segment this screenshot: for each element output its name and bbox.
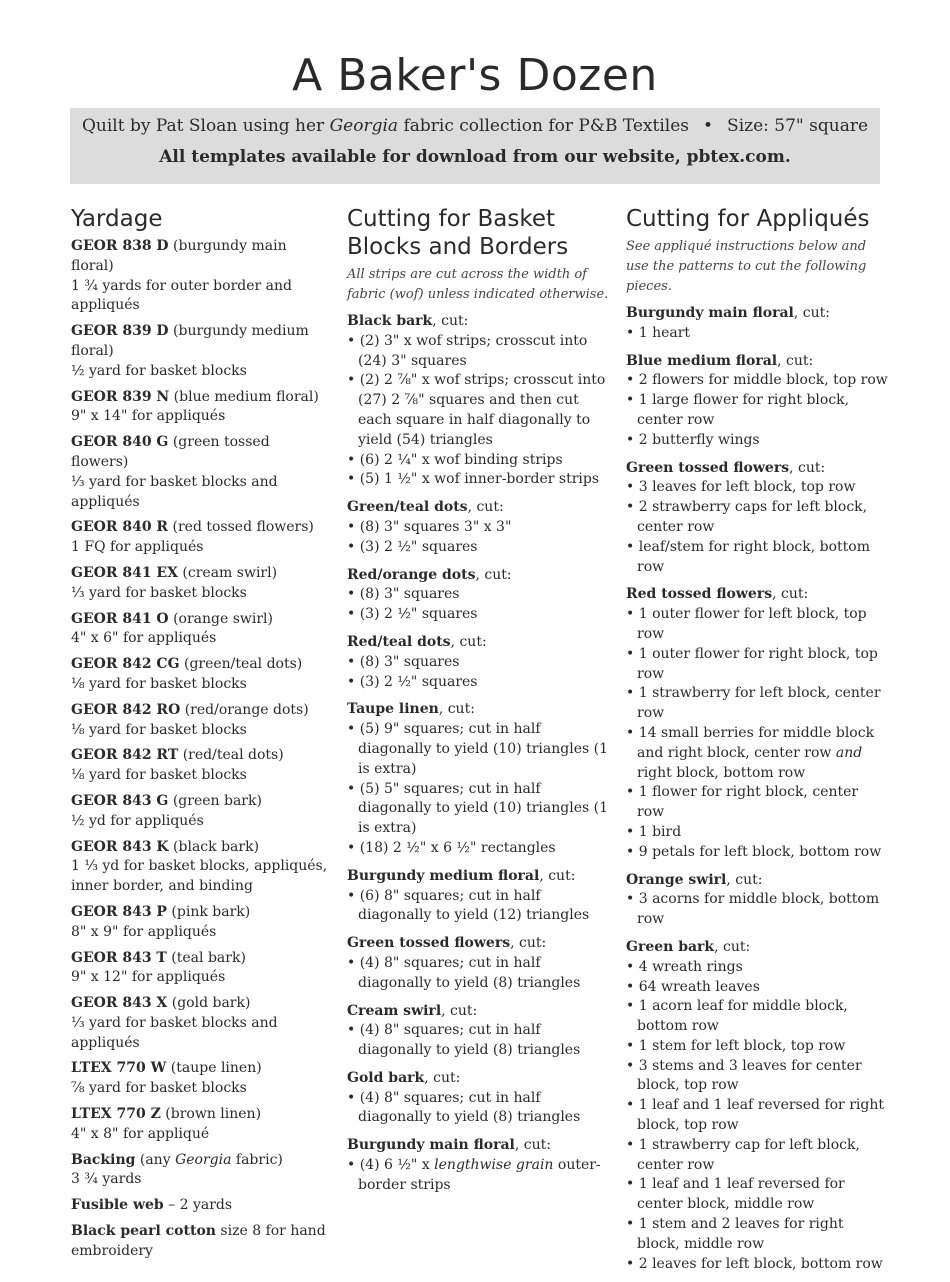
fabric-desc: (gold bark) [167, 995, 251, 1012]
cut-item: • 1 stem for left block, top row [626, 1037, 888, 1057]
fabric-name: Burgundy main floral [347, 1137, 515, 1154]
fabric-amount: ⅓ yard for basket blocks [71, 584, 247, 601]
cutting-block [626, 938, 888, 1275]
cut-item: • 1 heart [626, 324, 888, 344]
cut-item: • (5) 5" squares; cut in half diagonally to yield (10) triangles (1 is extra) [347, 780, 609, 839]
fabric-desc: (any [135, 1151, 176, 1168]
fabric-name: Orange swirl [626, 871, 727, 888]
cut-list [347, 1156, 609, 1196]
yardage-entry [71, 564, 331, 604]
cut-list [626, 324, 888, 344]
yardage-entry [71, 237, 331, 316]
cutting-block [347, 312, 609, 490]
cut-item: • 1 strawberry for left block, center row [626, 684, 888, 724]
cut-text-em: lengthwise grain [434, 1157, 554, 1174]
cut-item [626, 724, 888, 783]
fabric-desc: (green bark) [168, 792, 262, 809]
cutting-block [347, 1002, 609, 1061]
yardage-entry [71, 433, 331, 512]
fabric-code: GEOR 843 T [71, 949, 167, 966]
fabric-heading [347, 566, 609, 586]
fabric-desc: (blue medium floral) [169, 388, 319, 405]
fabric-code: GEOR 838 D [71, 238, 169, 254]
fabric-desc-em: Georgia [175, 1151, 232, 1168]
collection-name: Georgia [329, 116, 399, 136]
fabric-name: Green bark [626, 938, 715, 955]
cutting-block [347, 566, 609, 625]
cut-list [626, 958, 888, 1275]
yardage-entry [71, 792, 331, 832]
cut-item: • 2 butterfly wings [626, 431, 888, 451]
cut-list [347, 887, 609, 927]
cut-list [347, 1089, 609, 1129]
fabric-code: Backing [71, 1151, 136, 1168]
fabric-desc: size 8 for hand embroidery [71, 1223, 326, 1259]
fabric-desc: – 2 yards [163, 1197, 233, 1214]
cut-item: • 3 acorns for middle block, bottom row [626, 890, 888, 930]
cut-item: • 2 strawberry caps for left block, center row [626, 498, 888, 538]
cut-item: • 1 bird [626, 823, 888, 843]
cut-item: • 1 acorn leaf for middle block, bottom row [626, 997, 888, 1037]
cutting-block [626, 352, 888, 451]
fabric-amount: ½ yard for basket blocks [71, 362, 247, 379]
fabric-code: Fusible web [71, 1197, 164, 1214]
fabric-name: Red/orange dots [347, 566, 476, 583]
info-banner [70, 108, 880, 184]
heading-line: Cutting for Basket [347, 206, 556, 232]
applique-cutting-list-2 [626, 871, 888, 1275]
cut-item: • (4) 8" squares; cut in half diagonally to yield (8) triangles [347, 954, 609, 994]
yardage-entry [71, 322, 331, 381]
yardage-entry [71, 1105, 331, 1145]
basket-cutting-column [347, 205, 609, 1204]
cut-label: , cut: [432, 313, 469, 329]
yardage-heading: Yardage [71, 206, 163, 232]
cut-item: • (6) 2 ¼" x wof binding strips [347, 451, 609, 471]
cut-text-em: and [835, 744, 863, 761]
fabric-name: Gold bark [347, 1069, 425, 1086]
yardage-column [71, 205, 331, 1268]
fabric-heading [347, 633, 609, 653]
fabric-code: LTEX 770 Z [71, 1106, 161, 1123]
cut-list [347, 585, 609, 625]
cut-item: • (3) 2 ½" squares [347, 605, 609, 625]
fabric-desc: (green tossed flowers) [71, 434, 270, 470]
yardage-entry [71, 655, 331, 695]
fabric-heading [347, 498, 609, 518]
fabric-heading [626, 938, 888, 958]
fabric-desc: (taupe linen) [166, 1060, 262, 1077]
cut-item: • 1 outer flower for left block, top row [626, 605, 888, 645]
fabric-code: LTEX 770 W [71, 1060, 167, 1077]
cut-item: • 64 wreath leaves [626, 978, 888, 998]
fabric-code: GEOR 839 D [71, 323, 169, 340]
fabric-amount: 9" x 12" for appliqués [71, 969, 226, 986]
fabric-desc: (red tossed flowers) [168, 519, 314, 536]
basket-cutting-list [347, 312, 609, 1128]
cut-list [347, 332, 609, 490]
applique-cutting-heading: Cutting for Appliqués [626, 206, 870, 232]
cutting-block [347, 867, 609, 926]
cut-item: • (8) 3" squares [347, 653, 609, 673]
yardage-entry-fusible [71, 1196, 331, 1216]
fabric-desc: (brown linen) [160, 1106, 262, 1123]
fabric-name: Blue medium floral [626, 352, 778, 369]
fabric-desc: (cream swirl) [177, 564, 278, 581]
cut-label: , cut: [772, 586, 809, 603]
fabric-desc: (red/orange dots) [180, 701, 309, 718]
credit-text: Quilt by Pat Sloan using her [81, 116, 330, 136]
fabric-name: Red/teal dots [347, 633, 451, 650]
yardage-entry [71, 610, 331, 650]
cutting-block [347, 498, 609, 557]
cutting-block [347, 700, 609, 858]
cutting-block [347, 633, 609, 692]
fabric-name: Burgundy main floral [626, 305, 794, 321]
fabric-code: GEOR 841 EX [71, 564, 178, 581]
yardage-entry-backing [71, 1151, 331, 1191]
credit-text-end: fabric collection for P&B Textiles [398, 116, 690, 136]
fabric-name: Cream swirl [347, 1002, 442, 1019]
fabric-amount: 8" x 9" for appliqués [71, 923, 217, 940]
cut-item: • 3 leaves for left block, top row [626, 478, 888, 498]
cutting-block [626, 304, 888, 344]
fabric-desc: (teal bark) [166, 949, 246, 966]
fabric-desc: (orange swirl) [168, 610, 273, 627]
cut-label: , cut: [539, 867, 576, 884]
fabric-code: GEOR 843 P [71, 903, 167, 920]
separator-bullet: • [703, 116, 714, 136]
fabric-heading [626, 304, 888, 324]
cut-item [347, 1156, 609, 1196]
cut-item: • 1 flower for right block, center row [626, 783, 888, 823]
fabric-heading [347, 934, 609, 954]
fabric-amount: ½ yd for appliqués [71, 812, 204, 829]
yardage-entry [71, 1059, 331, 1099]
yardage-entry [71, 994, 331, 1053]
cut-text-end: right block, bottom row [637, 764, 806, 781]
cut-list [626, 605, 888, 862]
cutting-block [347, 1136, 609, 1195]
yardage-entry-pearl-cotton [71, 1222, 331, 1262]
cut-item: • (3) 2 ½" squares [347, 538, 609, 558]
fabric-code: GEOR 843 X [71, 995, 168, 1012]
cut-label: , cut: [510, 935, 547, 952]
cut-item: • (6) 8" squares; cut in half diagonally to yield (12) triangles [347, 887, 609, 927]
cut-label: , cut: [514, 1137, 551, 1154]
cut-item: • 1 large flower for right block, center row [626, 391, 888, 431]
cut-label: , cut: [777, 352, 814, 369]
yardage-entry [71, 746, 331, 786]
fabric-heading [347, 1002, 609, 1022]
fabric-amount: ⅛ yard for basket blocks [71, 721, 247, 738]
fabric-heading [347, 312, 609, 332]
applique-cutting-list [626, 304, 888, 577]
fabric-heading [626, 585, 888, 605]
fabric-heading [347, 1136, 609, 1156]
cut-item: • 3 stems and 3 leaves for center block, top row [626, 1057, 888, 1097]
fabric-name: Burgundy medium floral [347, 867, 540, 884]
fabric-code: GEOR 842 RO [71, 701, 181, 718]
cut-label: , cut: [714, 938, 751, 955]
cut-item: • leaf/stem for right block, bottom row [626, 538, 888, 578]
fabric-desc: (pink bark) [166, 903, 251, 920]
cut-text-end: outer-border strips [358, 1157, 601, 1193]
cut-item: • 4 wreath rings [626, 958, 888, 978]
cut-item: • (2) 3" x wof strips; crosscut into (24) 3" squares [347, 332, 609, 372]
cut-item: • 2 leaves for left block, bottom row [626, 1255, 888, 1275]
cut-label: , cut: [793, 305, 830, 321]
fabric-desc: (black bark) [168, 838, 260, 855]
cut-label: , cut: [789, 459, 826, 476]
fabric-amount: 3 ¾ yards [71, 1171, 142, 1188]
cut-text: 14 small berries for middle block and right block, center row [637, 724, 875, 761]
basket-cutting-intro: All strips are cut across the width of fabric (wof) unless indicated otherwise. [347, 267, 609, 302]
cutting-block [347, 934, 609, 993]
fabric-heading [626, 459, 888, 479]
cut-list [347, 720, 609, 859]
fabric-amount: ⅓ yard for basket blocks and appliqués [71, 1014, 278, 1051]
cut-list [347, 518, 609, 558]
cut-list [626, 371, 888, 450]
cutting-block [626, 871, 888, 930]
fabric-code: GEOR 842 CG [71, 656, 180, 673]
cut-label: , cut: [726, 871, 763, 888]
cut-list [626, 478, 888, 577]
fabric-desc: (burgundy medium floral) [71, 323, 309, 359]
cutting-block [626, 459, 888, 578]
fabric-code: GEOR 840 G [71, 434, 169, 451]
cut-label: , cut: [475, 566, 512, 583]
yardage-entry [71, 388, 331, 428]
fabric-heading [347, 867, 609, 887]
cut-item: • (8) 3" squares [347, 585, 609, 605]
cutting-block [626, 585, 888, 862]
cut-item: • (2) 2 ⅞" x wof strips; crosscut into (27) 2 ⅞" squares and then cut each square in half diagonally to yield (54) triangles [347, 371, 609, 450]
fabric-amount: 1 ⅓ yd for basket blocks, appliqués, inner border, and binding [71, 858, 328, 895]
yardage-entry [71, 518, 331, 558]
fabric-code: GEOR 839 N [71, 388, 170, 405]
fabric-name: Taupe linen [347, 701, 439, 718]
cut-item: • 9 petals for left block, bottom row [626, 843, 888, 863]
cut-list [626, 890, 888, 930]
fabric-amount: 9" x 14" for appliqués [71, 408, 226, 425]
yardage-entry [71, 949, 331, 989]
fabric-amount: ⅛ yard for basket blocks [71, 767, 247, 784]
yardage-entry [71, 701, 331, 741]
applique-cutting-intro: See appliqué instructions below and use the patterns to cut the following pieces. [626, 239, 867, 294]
cut-item: • 1 strawberry cap for left block, center row [626, 1136, 888, 1176]
cut-item: • 2 flowers for middle block, top row [626, 371, 888, 391]
fabric-name: Green tossed flowers [626, 459, 790, 476]
cut-label: , cut: [438, 701, 475, 718]
cut-item: • (4) 8" squares; cut in half diagonally to yield (8) triangles [347, 1089, 609, 1129]
fabric-heading [626, 352, 888, 372]
cut-label: , cut: [424, 1069, 461, 1086]
fabric-desc: (burgundy main floral) [71, 238, 287, 274]
fabric-code: Black pearl cotton [71, 1223, 216, 1240]
cut-item: • 1 stem and 2 leaves for right block, middle row [626, 1215, 888, 1255]
fabric-heading [626, 871, 888, 891]
fabric-amount: 1 FQ for appliqués [71, 539, 204, 556]
cut-label: , cut: [450, 633, 487, 650]
heading-line: Blocks and Borders [347, 234, 569, 260]
cut-item: • 1 outer flower for right block, top row [626, 645, 888, 685]
yardage-list [71, 237, 331, 1145]
quilt-size: Size: 57" square [727, 116, 869, 136]
fabric-heading [347, 1069, 609, 1089]
cut-label: , cut: [441, 1002, 478, 1019]
cut-item: • 1 leaf and 1 leaf reversed for center block, middle row [626, 1175, 888, 1215]
cut-item: • (4) 8" squares; cut in half diagonally to yield (8) triangles [347, 1021, 609, 1061]
fabric-amount: ⅓ yard for basket blocks and appliqués [71, 473, 278, 510]
fabric-desc: (green/teal dots) [179, 656, 303, 673]
fabric-amount: 4" x 6" for appliqués [71, 630, 217, 647]
fabric-name: Green tossed flowers [347, 935, 511, 952]
cut-list [347, 954, 609, 994]
applique-cutting-column [626, 205, 888, 1282]
banner-credit-line [70, 116, 880, 136]
fabric-amount: ⅞ yard for basket blocks [71, 1080, 247, 1097]
cut-item: • (5) 9" squares; cut in half diagonally to yield (10) triangles (1 is extra) [347, 720, 609, 779]
fabric-heading [347, 700, 609, 720]
cut-item: • (3) 2 ½" squares [347, 673, 609, 693]
fabric-desc-end: fabric) [231, 1151, 283, 1168]
fabric-name: Black bark [347, 313, 433, 329]
fabric-code: GEOR 843 K [71, 838, 169, 855]
cut-item: • (5) 1 ½" x wof inner-border strips [347, 470, 609, 490]
yardage-entry [71, 838, 331, 897]
banner-download-line: All templates available for download from our website, pbtex.com. [159, 147, 791, 167]
cutting-block [347, 1069, 609, 1128]
cut-text: (4) 6 ½" x [359, 1157, 435, 1174]
cut-item: • 1 leaf and 1 leaf reversed for right block, top row [626, 1096, 888, 1136]
fabric-name: Green/teal dots [347, 499, 468, 516]
cut-label: , cut: [467, 499, 504, 516]
fabric-amount: 1 ¾ yards for outer border and appliqués [71, 277, 292, 314]
fabric-desc: (red/teal dots) [178, 747, 284, 764]
fabric-code: GEOR 843 G [71, 792, 169, 809]
cut-item: • (18) 2 ½" x 6 ½" rectangles [347, 839, 609, 859]
fabric-amount: 4" x 8" for appliqué [71, 1125, 210, 1142]
page-title: A Baker's Dozen [292, 50, 658, 101]
cut-list [347, 653, 609, 693]
fabric-code: GEOR 840 R [71, 519, 169, 536]
yardage-entry [71, 903, 331, 943]
cut-list [347, 1021, 609, 1061]
fabric-code: GEOR 842 RT [71, 747, 179, 764]
cut-item: • (8) 3" squares 3" x 3" [347, 518, 609, 538]
fabric-amount: ⅛ yard for basket blocks [71, 675, 247, 692]
basket-cutting-heading [347, 205, 609, 261]
fabric-name: Red tossed flowers [626, 586, 773, 603]
fabric-code: GEOR 841 O [71, 610, 169, 627]
